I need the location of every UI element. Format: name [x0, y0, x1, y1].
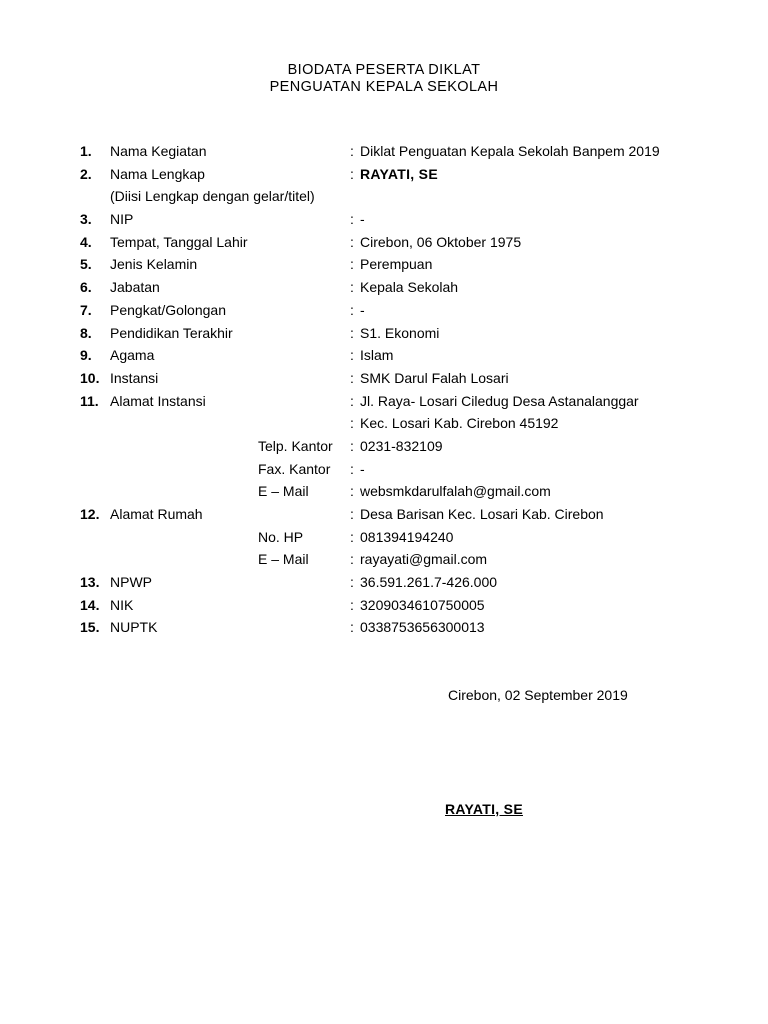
row-number: 4. [80, 233, 92, 250]
row-colon: : [350, 596, 354, 613]
row-label: Pengkat/Golongan [110, 301, 226, 318]
row-label: NIK [110, 596, 134, 613]
biodata-row [0, 301, 768, 324]
biodata-row [0, 142, 768, 165]
row-number: 15. [80, 619, 100, 636]
row-sublabel: E – Mail [258, 551, 309, 568]
row-label: Jabatan [110, 279, 160, 296]
row-number: 13. [80, 574, 100, 591]
row-number: 5. [80, 256, 92, 273]
row-colon: : [350, 324, 354, 341]
row-value: websmkdarulfalah@gmail.com [360, 483, 551, 500]
row-number: 2. [80, 165, 92, 182]
row-value: 0338753656300013 [360, 619, 485, 636]
row-colon: : [350, 347, 354, 364]
row-value: 36.591.261.7-426.000 [360, 574, 498, 591]
row-sublabel: No. HP [258, 528, 304, 545]
row-label: Alamat Instansi [110, 392, 206, 409]
row-number: 1. [80, 143, 92, 159]
biodata-row [0, 324, 768, 347]
biodata-row [0, 596, 768, 619]
row-colon: : [350, 165, 354, 182]
row-value: rayayati@gmail.com [360, 551, 488, 568]
row-colon: : [350, 211, 354, 228]
biodata-row [0, 414, 768, 437]
row-colon: : [350, 551, 354, 568]
row-colon: : [350, 392, 354, 409]
row-value: Jl. Raya- Losari Ciledug Desa Astanalanggar [360, 392, 639, 409]
row-number: 10. [80, 369, 100, 386]
row-value: 0231-832109 [360, 437, 443, 454]
row-colon: : [350, 143, 354, 159]
row-label: NPWP [110, 574, 152, 591]
row-colon: : [350, 437, 354, 454]
row-label: NIP [110, 211, 134, 228]
row-value: - [360, 460, 365, 477]
row-value: Desa Barisan Kec. Losari Kab. Cirebon [360, 506, 604, 522]
row-number: 11. [80, 392, 99, 409]
row-value: Cirebon, 06 Oktober 1975 [360, 233, 522, 250]
row-label: Jenis Kelamin [110, 256, 198, 273]
biodata-row [0, 505, 768, 528]
biodata-row [0, 278, 768, 301]
row-colon: : [350, 619, 354, 636]
row-colon: : [350, 279, 354, 296]
row-number: 7. [80, 301, 92, 318]
row-colon: : [350, 460, 354, 477]
biodata-row [0, 460, 768, 483]
biodata-row [0, 233, 768, 256]
row-colon: : [350, 301, 354, 318]
row-value: 3209034610750005 [360, 596, 485, 613]
biodata-row [0, 482, 768, 505]
row-value: - [360, 301, 365, 318]
row-label: (Diisi Lengkap dengan gelar/titel) [110, 188, 315, 205]
biodata-row [0, 573, 768, 596]
row-colon: : [350, 574, 354, 591]
row-label: Nama Lengkap [110, 165, 205, 182]
biodata-row [0, 210, 768, 233]
row-value: Islam [360, 347, 394, 364]
row-colon: : [350, 415, 354, 432]
row-number: 3. [80, 211, 92, 228]
row-label: Pendidikan Terakhir [110, 324, 233, 341]
row-value: Kec. Losari Kab. Cirebon 45192 [360, 415, 559, 432]
row-number: 8. [80, 324, 92, 341]
row-sublabel: E – Mail [258, 483, 309, 500]
place-date: Cirebon, 02 September 2019 [448, 687, 628, 703]
row-label: Alamat Rumah [110, 506, 203, 522]
row-sublabel: Telp. Kantor [258, 437, 333, 454]
row-value: RAYATI, SE [360, 165, 438, 182]
biodata-row [0, 369, 768, 392]
biodata-row [0, 618, 768, 641]
row-number: 12. [80, 506, 100, 522]
row-colon: : [350, 369, 354, 386]
row-label: Instansi [110, 369, 159, 386]
biodata-row [0, 392, 768, 415]
biodata-row [0, 187, 768, 210]
row-value: Perempuan [360, 256, 433, 273]
row-label: Tempat, Tanggal Lahir [110, 233, 248, 250]
row-sublabel: Fax. Kantor [258, 460, 331, 477]
row-value: Diklat Penguatan Kepala Sekolah Banpem 2019 [360, 143, 660, 159]
row-colon: : [350, 233, 354, 250]
row-value: Kepala Sekolah [360, 279, 459, 296]
row-number: 14. [80, 596, 100, 613]
row-value: - [360, 211, 365, 228]
biodata-row [0, 437, 768, 460]
row-value: 081394194240 [360, 528, 454, 545]
biodata-list [0, 142, 768, 641]
row-colon: : [350, 256, 354, 273]
row-value: SMK Darul Falah Losari [360, 369, 509, 386]
biodata-row [0, 550, 768, 573]
row-colon: : [350, 506, 354, 522]
row-colon: : [350, 483, 354, 500]
biodata-row [0, 528, 768, 551]
biodata-row [0, 165, 768, 188]
row-label: Nama Kegiatan [110, 143, 207, 159]
document-title: BIODATA PESERTA DIKLAT [287, 62, 481, 78]
document-subtitle: PENGUATAN KEPALA SEKOLAH [269, 79, 499, 95]
row-number: 6. [80, 279, 92, 296]
signature-name: RAYATI, SE [445, 801, 523, 817]
biodata-row [0, 255, 768, 278]
biodata-row [0, 346, 768, 369]
row-label: Agama [110, 347, 155, 364]
row-label: NUPTK [110, 619, 158, 636]
row-value: S1. Ekonomi [360, 324, 440, 341]
row-colon: : [350, 528, 354, 545]
row-number: 9. [80, 347, 92, 364]
